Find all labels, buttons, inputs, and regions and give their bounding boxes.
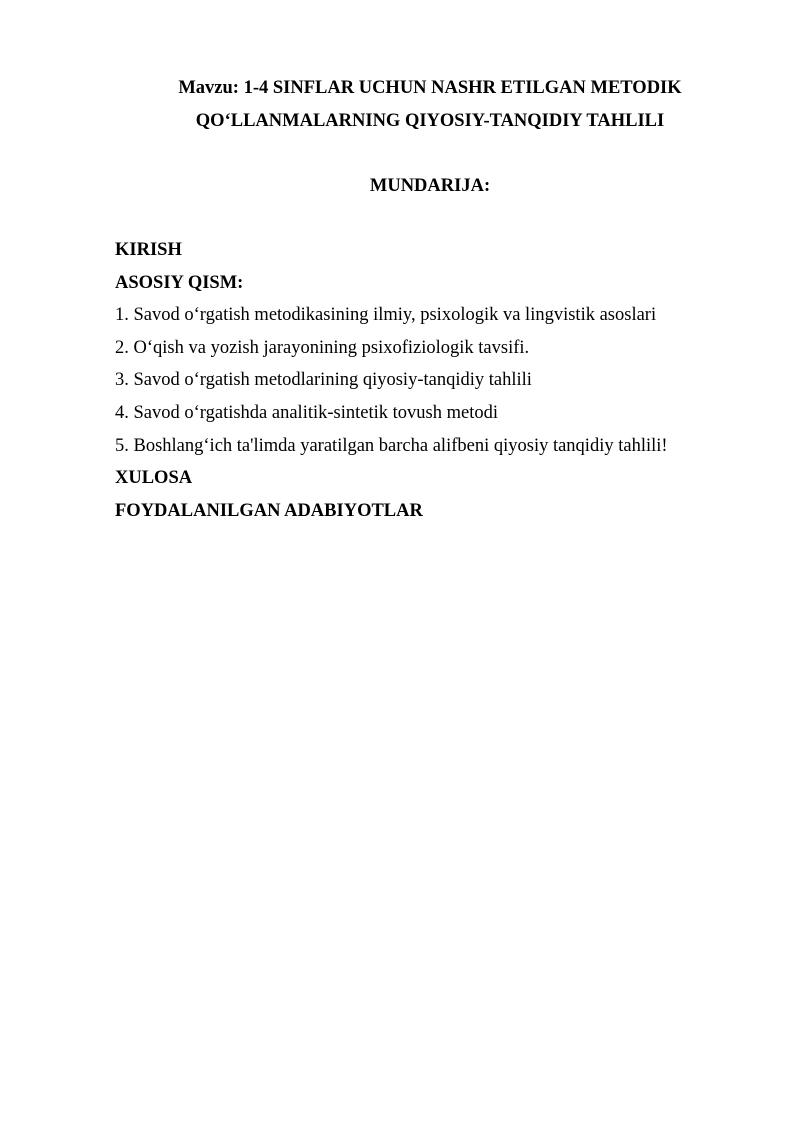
toc-item-introduction: KIRISH: [115, 240, 182, 260]
table-of-contents: [115, 238, 755, 531]
toc-item-conclusion: XULOSA: [115, 468, 193, 489]
toc-item-main-part: ASOSIY QISM:: [115, 272, 244, 293]
toc-item-chapter-5: 5. Boshlang‘ich ta'limda yaratilgan barcha alifbeni qiyosiy tanqidiy tahlili!: [115, 435, 668, 456]
title-line-1: Mavzu: 1-4 SINFLAR UCHUN NASHR ETILGAN METODIK: [178, 78, 682, 98]
table-of-contents-heading: MUNDARIJA:: [369, 176, 491, 196]
toc-item-chapter-2: 2. O‘qish va yozish jarayonining psixofiziologik tavsifi.: [115, 337, 530, 358]
toc-item-chapter-1: 1. Savod o‘rgatish metodikasining ilmiy, psixologik va lingvistik asoslari: [115, 305, 657, 326]
toc-item-chapter-3: 3. Savod o‘rgatish metodlarining qiyosiy-tanqidiy tahlili: [115, 370, 532, 391]
toc-item-chapter-4: 4. Savod o‘rgatishda analitik-sintetik tovush metodi: [115, 402, 498, 423]
toc-item-references: FOYDALANILGAN ADABIYOTLAR: [115, 500, 423, 521]
title-line-2: QO‘LLANMALARNING QIYOSIY-TANQIDIY TAHLILI: [195, 111, 665, 131]
